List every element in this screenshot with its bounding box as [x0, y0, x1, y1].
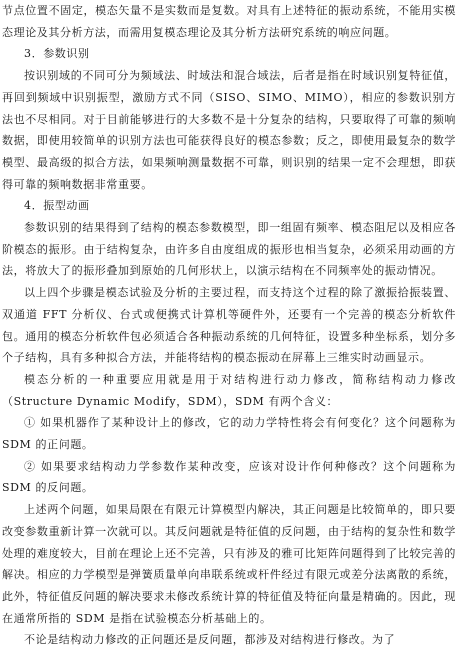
paragraph-mode-animation: 参数识别的结果得到了结构的模态参数模型，即一组固有频率、模态阻尼以及相应各阶模态的振形。由于结构复杂，由许多自由度组成的振形也相当复杂，必须采用动画的方法，将放大了的振形叠加到原始的几何形状上，以演示结构在不同频率处的振动情况。 — [2, 221, 456, 278]
paragraph-continuation: 不论是结构动力修改的正问题还是反问题，都涉及对结构进行修改。为了 — [24, 633, 396, 647]
paragraph-analysis-software: 以上四个步骤是模态试验及分析的主要过程，而支持这个过程的除了激振拾振装置、双通道 FFT 分析仪、台式或便携式计算机等硬件外，还要有一个完善的模态分析软件包。通用的模态分析软件包必须适合各种振动系统的几何特征，设置多种坐标系，划分多个子结构，具有多种拟合方法，并能将结构的模态振动在屏幕上三维实时动画显示。 — [2, 286, 456, 365]
document-page — [2, 0, 456, 651]
section-heading-mode-animation: 4．振型动画 — [24, 199, 90, 213]
paragraph-sdm-definition: 模态分析的一种重要应用就是用于对结构进行动力修改，简称结构动力修改（Structure Dynamic Modify，SDM），SDM 有两个含义： — [2, 372, 456, 408]
section-heading-parameter-identification: 3．参数识别 — [24, 47, 90, 61]
paragraph-complex-mode-end: 节点位置不固定，模态矢量不是实数而是复数。对具有上述特征的振动系统，不能用实模态理论及其分析方法，而需用复模态理论及其分析方法研究系统的响应问题。 — [2, 4, 456, 39]
paragraph-sdm-inverse-problem: ② 如果要求结构动力学参数作某种改变，应该对设计作何种修改？这个问题称为 SDM 的反问题。 — [2, 459, 456, 495]
paragraph-identification-methods: 按识别域的不同可分为频域法、时域法和混合域法，后者是指在时域识别复特征值，再回到频域中识别振型，激励方式不同（SISO、SIMO、MIMO），相应的参数识别方法也不尽相同。对于目前能够进行的大多数不是十分复杂的结构，只要取得了可靠的频响数据，即使用较简单的识别方法也可能获得良好的模态参数；反之，即使用最复杂的数学模型、最高级的拟合方法，如果频响测量数据不可靠，则识别的结果一定不会理想，即获得可靠的频响数据非常重要。 — [2, 69, 456, 191]
paragraph-sdm-forward-problem: ① 如果机器作了某种设计上的修改，它的动力学特性将会有何变化？这个问题称为 SDM 的正问题。 — [2, 416, 456, 452]
paragraph-sdm-discussion: 上述两个问题，如果局限在有限元计算模型内解决，其正问题是比较简单的，即只要改变参数重新计算一次就可以。其反问题就是特征值的反问题，由于结构的复杂性和数学处理的难度较大，目前在理论上还不完善，只有涉及的雅可比矩阵问题得到了比较完善的解决。相应的力学模型是弹簧质量单向串联系统或杆件经过有限元或差分法离散的系统，此外，特征值反问题的解决要求未修改系统计算的特征值及特征向量是精确的。因此，现在通常所指的 SDM 是指在试验模态分析基础上的。 — [2, 503, 456, 625]
